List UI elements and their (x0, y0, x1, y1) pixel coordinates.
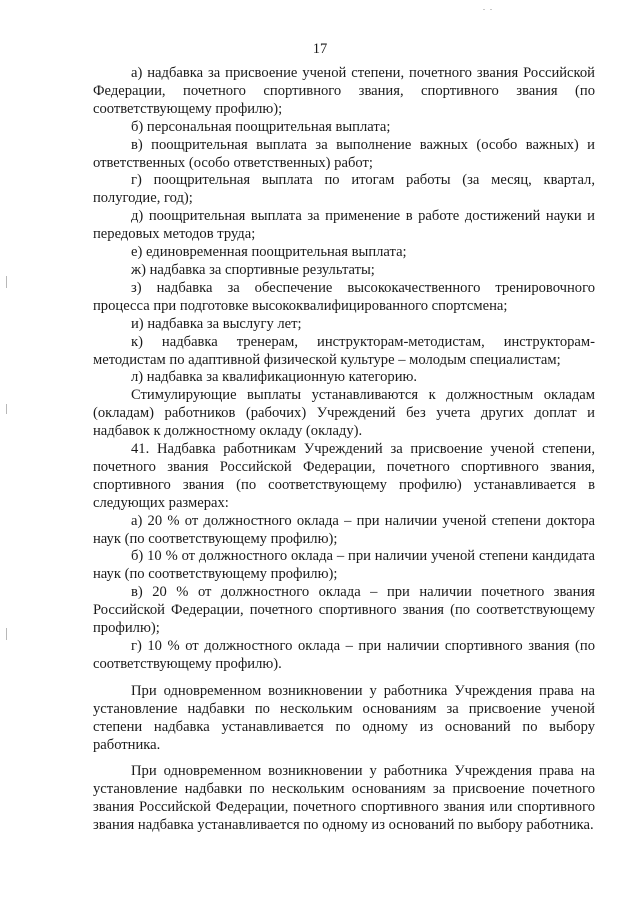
list-item-d: д) поощрительная выплата за применение в работе достижений науки и передовых методов труда; (93, 208, 595, 243)
paragraph-41: 41. Надбавка работникам Учреждений за присвоение ученой степени, почетного звания Российской Федерации, почетного спортивного звания, спортивного звания (по соответствующему профилю) устанавливается в следующих размерах: (93, 441, 595, 511)
list-item-a: а) надбавка за присвоение ученой степени, почетного звания Российской Федерации, почетного спортивного звания, спортивного звания (по соответствующему профилю); (93, 65, 595, 117)
paragraph-multiple-degrees: При одновременном возникновении у работника Учреждения права на установление надбавки по нескольким основаниям за присвоение ученой степени надбавка устанавливается по одному из оснований по выбору работника. (93, 682, 595, 753)
rate-item-a: а) 20 % от должностного оклада – при наличии ученой степени доктора наук (по соответствующему профилю); (93, 512, 595, 547)
scan-artifact-left (6, 276, 7, 288)
page-number: 17 (312, 41, 328, 57)
scan-artifact-top (483, 9, 485, 10)
list-item-z: з) надбавка за обеспечение высококачественного тренировочного процесса при подготовке высококвалифицированного спортсмена; (93, 279, 595, 314)
rate-item-b: б) 10 % от должностного оклада – при наличии ученой степени кандидата наук (по соответствующему профилю); (93, 548, 595, 583)
list-item-zh: ж) надбавка за спортивные результаты; (131, 261, 375, 278)
paragraph-multiple-titles: При одновременном возникновении у работника Учреждения права на установление надбавки по нескольким основаниям за присвоение почетного звания Российской Федерации, почетного спортивного звания или спортивного звания надбавка устанавливается по одному из оснований по выбору работника. (93, 763, 595, 834)
list-item-e: е) единовременная поощрительная выплата; (131, 244, 407, 261)
rate-item-v: в) 20 % от должностного оклада – при наличии почетного звания Российской Федерации, почетного спортивного звания (по соответствующему профилю); (93, 584, 595, 637)
paragraph-stimulating-payments: Стимулирующие выплаты устанавливаются к должностным окладам (окладам) работников (рабочих) Учреждений без учета других доплат и надбавок к должностному окладу (окладу). (93, 387, 595, 440)
list-item-k: к) надбавка тренерам, инструкторам-методистам, инструкторам-методистам по адаптивной физической культуре – молодым специалистам; (93, 333, 595, 368)
scan-artifact-left (6, 628, 7, 640)
list-item-v: в) поощрительная выплата за выполнение важных (особо важных) и ответственных (особо ответственных) работ; (93, 136, 595, 171)
list-item-l: л) надбавка за квалификационную категорию. (131, 369, 418, 386)
scan-artifact-left (6, 404, 7, 414)
scan-artifact-top (490, 9, 492, 10)
list-item-b: б) персональная поощрительная выплата; (131, 118, 391, 135)
list-item-i: и) надбавка за выслугу лет; (131, 315, 302, 332)
list-item-g: г) поощрительная выплата по итогам работы (за месяц, квартал, полугодие, год); (93, 172, 595, 207)
rate-item-g: г) 10 % от должностного оклада – при наличии спортивного звания (по соответствующему профилю). (93, 638, 595, 672)
document-body (93, 65, 595, 835)
